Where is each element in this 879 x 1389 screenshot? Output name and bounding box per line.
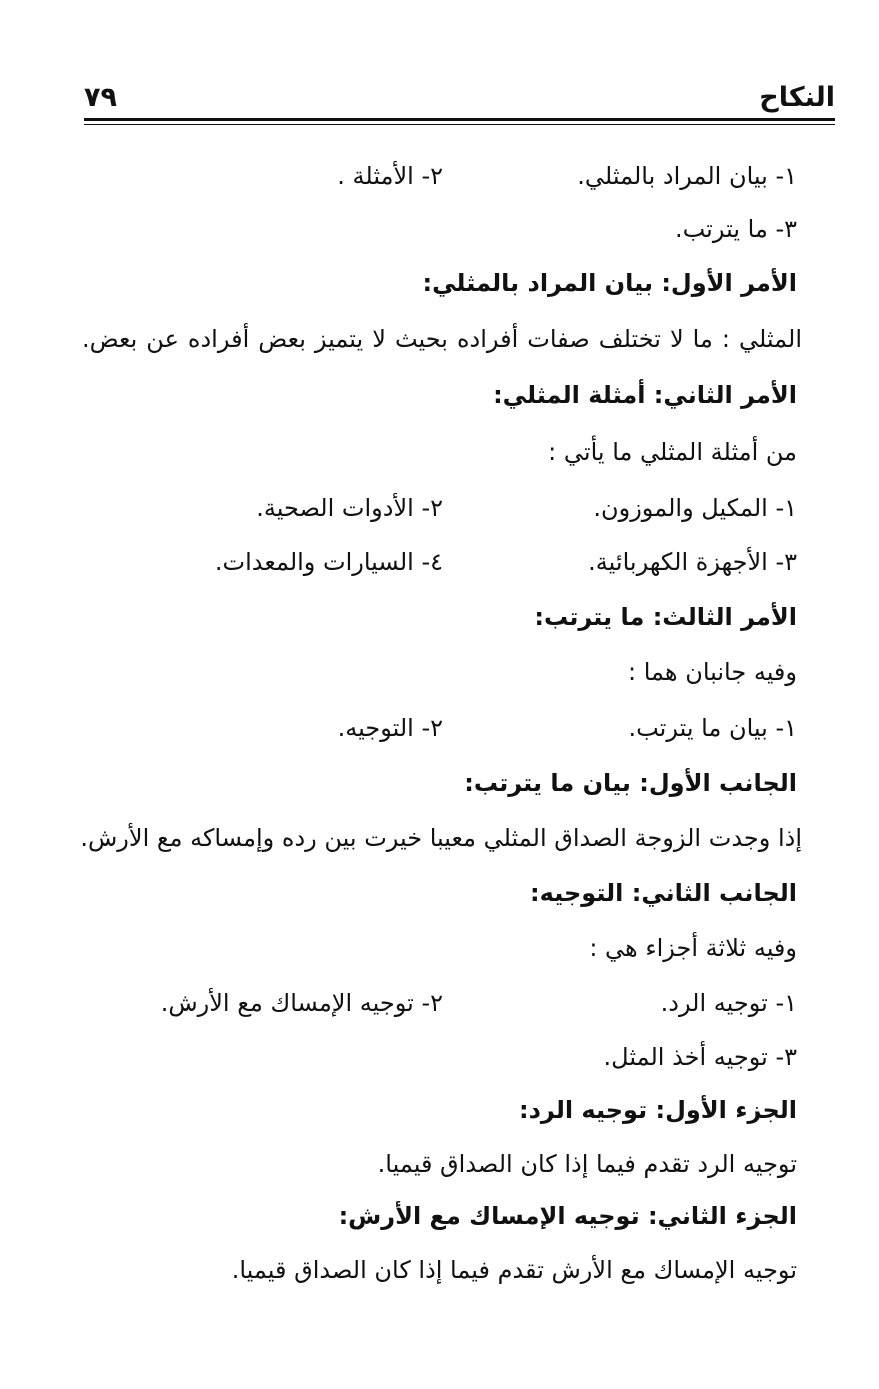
paragraph: توجيه الإمساك مع الأرش تقدم فيما إذا كان الصداق قيميا. (231, 1256, 797, 1284)
section-heading: الجزء الثاني: توجيه الإمساك مع الأرش: (338, 1202, 797, 1230)
list-item: ١- توجيه الرد. (660, 989, 797, 1017)
list-item: ١- المكيل والموزون. (593, 494, 797, 522)
header-rule-thick (84, 118, 835, 121)
section-heading: الجزء الأول: توجيه الرد: (518, 1096, 797, 1124)
list-item: ٣- الأجهزة الكهربائية. (588, 548, 797, 576)
list-item: ٢- الأدوات الصحية. (256, 494, 443, 522)
paragraph: من أمثلة المثلي ما يأتي : (548, 438, 797, 466)
paragraph: توجيه الرد تقدم فيما إذا كان الصداق قيميا. (377, 1150, 797, 1178)
paragraph: وفيه ثلاثة أجزاء هي : (589, 934, 797, 962)
list-item: ٢- الأمثلة . (337, 162, 443, 190)
section-heading: الأمر الثالث: ما يترتب: (534, 603, 797, 631)
chapter-title: النكاح (759, 82, 835, 113)
list-item: ٢- توجيه الإمساك مع الأرش. (160, 989, 443, 1017)
paragraph: المثلي : ما لا تختلف صفات أفراده بحيث لا يتميز بعض أفراده عن بعض. (82, 325, 802, 353)
section-heading: الجانب الثاني: التوجيه: (530, 879, 797, 907)
paragraph: وفيه جانبان هما : (628, 658, 797, 686)
list-item: ٤- السيارات والمعدات. (214, 548, 443, 576)
list-item: ١- بيان ما يترتب. (628, 714, 797, 742)
page-header (84, 78, 835, 118)
list-item: ١- بيان المراد بالمثلي. (577, 162, 797, 190)
paragraph: إذا وجدت الزوجة الصداق المثلي معيبا خيرت بين رده وإمساكه مع الأرش. (80, 824, 802, 852)
list-item: ٣- توجيه أخذ المثل. (603, 1043, 797, 1071)
section-heading: الجانب الأول: بيان ما يترتب: (464, 769, 797, 797)
header-rule-thin (84, 124, 835, 125)
section-heading: الأمر الثاني: أمثلة المثلي: (493, 381, 797, 409)
section-heading: الأمر الأول: بيان المراد بالمثلي: (422, 269, 797, 297)
list-item: ٢- التوجيه. (337, 714, 443, 742)
page-number: ٧٩ (84, 82, 117, 113)
list-item: ٣- ما يترتب. (674, 215, 797, 243)
